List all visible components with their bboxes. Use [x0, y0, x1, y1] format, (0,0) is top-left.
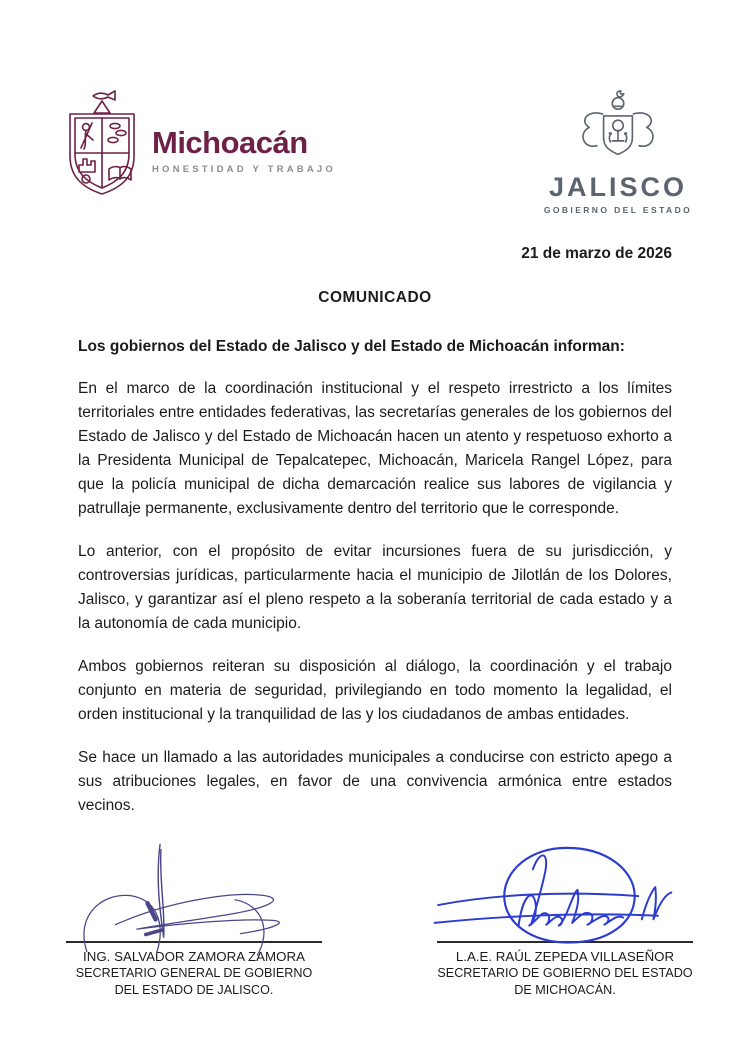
- signature-block-michoacan: [431, 837, 699, 999]
- document-date: 21 de marzo de 2026: [521, 244, 672, 262]
- jalisco-tagline: GOBIERNO DEL ESTADO: [543, 204, 693, 215]
- document-body: [0, 245, 751, 818]
- michoacan-wordmark: [152, 109, 336, 175]
- signatory-title-right-2: DE MICHOACÁN.: [514, 982, 616, 997]
- paragraph-3: Ambos gobiernos reiteran su disposición al diálogo, la coordinación y el trabajo conjunto en materia de seguridad, privilegiando en todo momento la legalidad, el orden institucional y la tranquilidad de las y los ciudadanos de ambas entidades.: [78, 657, 672, 723]
- jalisco-crest-icon: [570, 90, 666, 166]
- signatory-name-right: L.A.E. RAÚL ZEPEDA VILLASEÑOR: [455, 949, 675, 965]
- signatory-title-left-2: DEL ESTADO DE JALISCO.: [114, 982, 274, 997]
- paragraph-4: Se hace un llamado a las autoridades municipales a conducirse con estricto apego a sus atribuciones legales, en favor de una convivencia armónica entre estados vecinos.: [78, 749, 672, 815]
- signatory-title-left-1: SECRETARIO GENERAL DE GOBIERNO: [75, 966, 313, 981]
- paragraph-2: Lo anterior, con el propósito de evitar incursiones fuera de su jurisdicción, y controversias jurídicas, particularmente hacia el municipio de Jilotlán de los Dolores, Jalisco, y garantizar así el pleno respeto a la soberanía territorial de cada estado y a la autonomía de cada municipio.: [78, 542, 672, 632]
- signature-ink-right-icon: [431, 837, 699, 957]
- paragraph-1: En el marco de la coordinación institucional y el respeto irrestricto a los límites territoriales entre entidades federativas, las secretarías generales de los gobiernos del Estado de Jalisco y del Estado de Michoacán hacen un atento y respetuoso exhorto a la Presidenta Municipal de Tepalcatepec, Michoacán, Maricela Rangel López, para que la policía municipal de dicha demarcación realice sus labores de vigilancia y patrullaje permanente, exclusivamente dentro del territorio que le corresponde.: [78, 379, 672, 517]
- signatory-title-right-1: SECRETARIO DE GOBIERNO DEL ESTADO: [437, 966, 693, 981]
- signature-section: [0, 837, 751, 999]
- document-intro: Los gobiernos del Estado de Jalisco y del Estado de Michoacán informan:: [78, 337, 625, 355]
- document-title: COMUNICADO: [318, 288, 432, 306]
- jalisco-name: JALISCO: [548, 171, 688, 202]
- signatory-name-left: ING. SALVADOR ZAMORA ZAMORA: [83, 949, 305, 965]
- michoacan-name: Michoacán: [152, 125, 308, 160]
- signature-block-jalisco: [60, 837, 328, 999]
- michoacan-shield-icon: [62, 88, 142, 196]
- signature-ink-left-icon: [60, 837, 328, 957]
- michoacan-tagline: HONESTIDAD Y TRABAJO: [152, 164, 336, 175]
- letterhead: [0, 0, 751, 215]
- michoacan-logo: [62, 88, 336, 196]
- jalisco-logo: [533, 88, 703, 215]
